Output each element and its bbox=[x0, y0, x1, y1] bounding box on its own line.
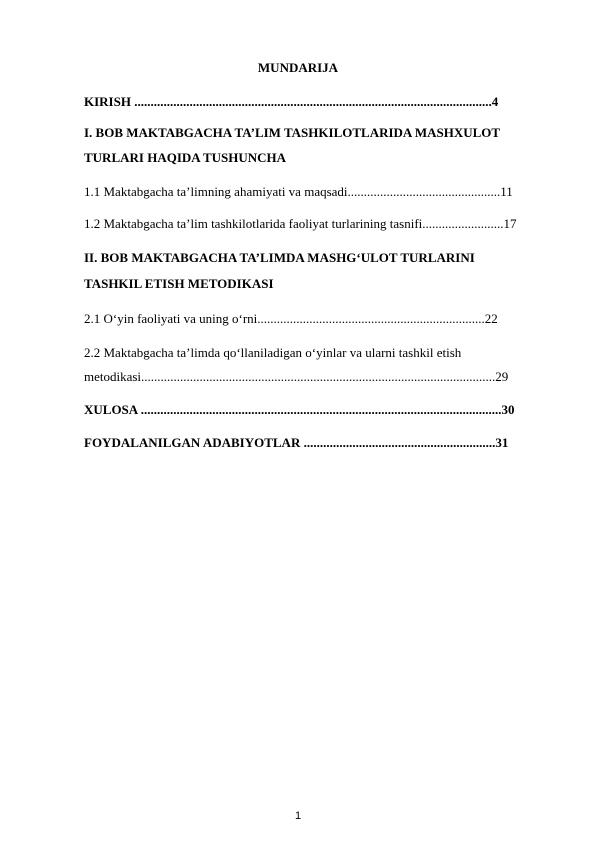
toc-section-2-2-line-2: metodikasi.............................................................................................................29 bbox=[84, 369, 509, 384]
toc-entry-adabiyotlar: FOYDALANILGAN ADABIYOTLAR ...........................................................31 bbox=[84, 435, 509, 450]
toc-chapter-1-line-2: TURLARI HAQIDA TUSHUNCHA bbox=[84, 150, 287, 165]
toc-section-1-2: 1.2 Maktabgacha ta’lim tashkilotlarida faoliyat turlarining tasnifi.........................17 bbox=[84, 216, 517, 231]
toc-chapter-2-line-2: TASHKIL ETISH METODIKASI bbox=[84, 276, 274, 291]
toc-chapter-1-line-1: I. BOB MAKTABGACHA TA’LIM TASHKILOTLARIDA MASHXULOT bbox=[84, 125, 501, 140]
toc-section-2-1: 2.1 O‘yin faoliyati va uning o‘rni......................................................................22 bbox=[84, 311, 498, 326]
toc-chapter-2-line-1: II. BOB MAKTABGACHA TA’LIMDA MASHG‘ULOT TURLARINI bbox=[84, 250, 475, 265]
toc-section-1-1: 1.1 Maktabgacha ta’limning ahamiyati va maqsadi...............................................11 bbox=[84, 184, 513, 199]
toc-entry-kirish: KIRISH ..............................................................................................................4 bbox=[84, 94, 499, 109]
page-number: 1 bbox=[294, 810, 302, 822]
document-title: MUNDARIJA bbox=[257, 60, 339, 75]
toc-section-2-2-line-1: 2.2 Maktabgacha ta’limda qo‘llaniladigan o‘yinlar va ularni tashkil etish bbox=[84, 345, 462, 360]
toc-entry-xulosa: XULOSA ...............................................................................................................30 bbox=[84, 402, 515, 417]
